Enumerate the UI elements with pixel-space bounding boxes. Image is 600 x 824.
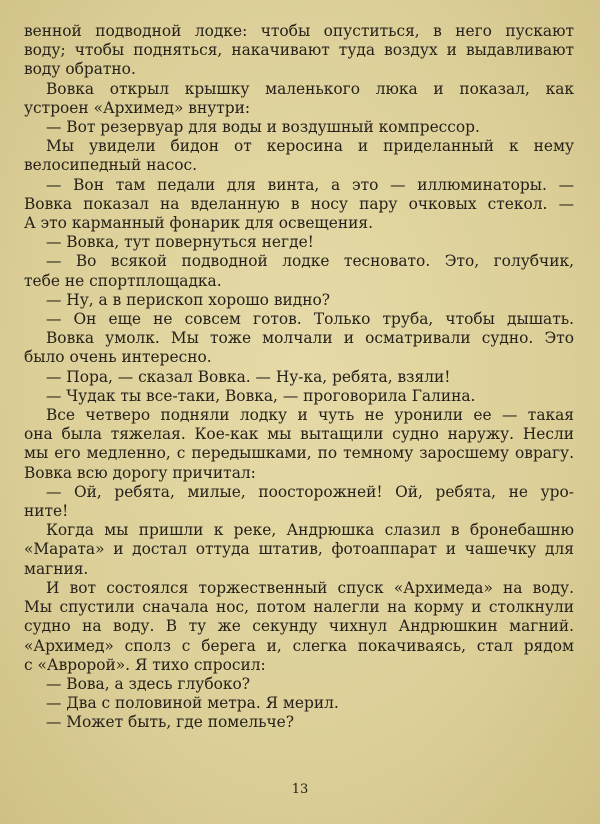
- text-line: «Архимед» сполз с берега и, слегка покачиваясь, стал рядом: [24, 636, 574, 655]
- text-line: Вовка открыл крышку маленького люка и показал, как: [46, 79, 574, 98]
- text-line: — Может быть, где помельче?: [46, 713, 295, 732]
- text-line: воду обратно.: [24, 60, 136, 79]
- text-line: — Два с половиной метра. Я мерил.: [46, 694, 339, 713]
- text-line: — Вова, а здесь глубоко?: [46, 674, 250, 693]
- text-line: воду; чтобы подняться, накачивают туда воздух и выдавливают: [24, 41, 574, 60]
- text-line: ните!: [24, 502, 69, 521]
- text-line: — Вовка, тут повернуться негде!: [46, 233, 314, 252]
- text-line: А это карманный фонарик для освещения.: [24, 214, 373, 233]
- text-line: магния.: [24, 559, 89, 578]
- text-line: было очень интересно.: [24, 348, 212, 367]
- page-number: 13: [291, 782, 309, 797]
- text-line: — Чудак ты все-таки, Вовка, — проговорила Галина.: [46, 386, 476, 405]
- text-line: И вот состоялся торжественный спуск «Архимеда» на воду.: [46, 578, 574, 597]
- text-line: с «Авророй». Я тихо спросил:: [24, 655, 266, 674]
- text-line: — Вон там педали для винта, а это — иллюминаторы. —: [46, 175, 574, 194]
- text-line: Вовка показал на вделанную в носу пару очковых стекол. —: [24, 194, 574, 213]
- text-line: Вовка умолк. Мы тоже молчали и осматривали судно. Это: [46, 329, 574, 348]
- text-line: мы его медленно, с передышками, по темному заросшему оврагу.: [24, 444, 574, 463]
- text-line: Когда мы пришли к реке, Андрюшка слазил в бронебашню: [46, 521, 574, 540]
- text-line: — Во всякой подводной лодке тесновато. Это, голубчик,: [46, 252, 574, 271]
- page-body-text: [24, 22, 574, 733]
- text-line: Мы увидели бидон от керосина и приделанный к нему: [46, 137, 574, 156]
- text-line: устроен «Архимед» внутри:: [24, 98, 251, 117]
- text-line: она была тяжелая. Кое-как мы вытащили судно наружу. Несли: [24, 425, 574, 444]
- text-line: «Марата» и достал оттуда штатив, фотоаппарат и чашечку для: [24, 540, 574, 559]
- text-line: Мы спустили сначала нос, потом налегли на корму и столкнули: [24, 598, 574, 617]
- text-line: — Он еще не совсем готов. Только труба, чтобы дышать.: [46, 310, 574, 329]
- text-line: — Ну, а в перископ хорошо видно?: [46, 290, 331, 309]
- text-line: велосипедный насос.: [24, 156, 198, 175]
- text-line: Вовка всю дорогу причитал:: [24, 463, 256, 482]
- text-line: — Ой, ребята, милые, поосторожней! Ой, ребята, не уро-: [46, 482, 574, 501]
- text-line: — Вот резервуар для воды и воздушный компрессор.: [46, 118, 480, 137]
- text-line: Все четверо подняли лодку и чуть не уронили ее — такая: [46, 406, 574, 425]
- text-line: тебе не спортплощадка.: [24, 271, 222, 290]
- text-line: венной подводной лодке: чтобы опуститься, в него пускают: [24, 22, 574, 40]
- text-line: судно на воду. В ту же секунду чихнул Андрюшкин магний.: [24, 617, 574, 636]
- text-line: — Пора, — сказал Вовка. — Ну-ка, ребята, взяли!: [46, 367, 451, 386]
